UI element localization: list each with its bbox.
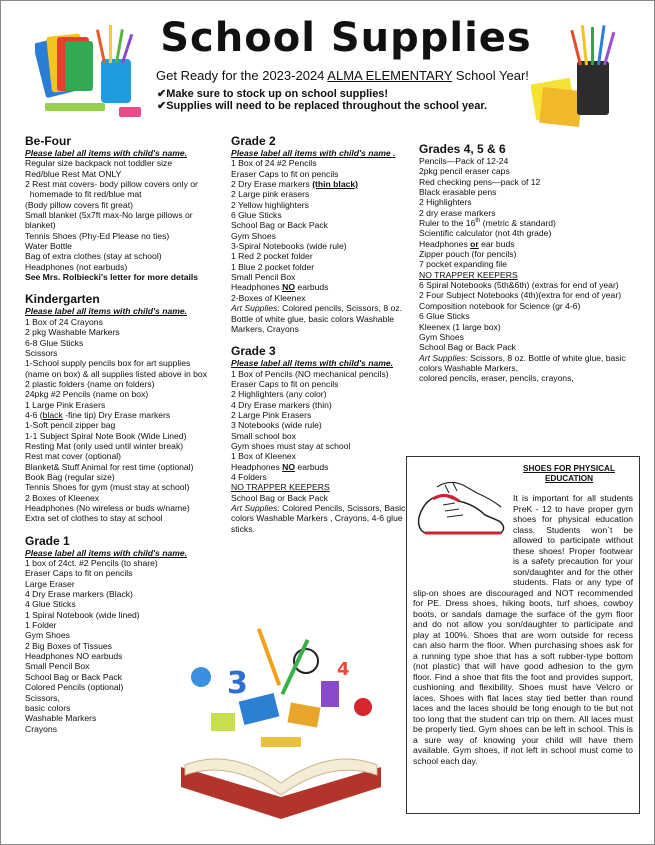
note-replace: ✔Supplies will need to be replaced throughout the school year. <box>157 100 488 112</box>
list-item: School Bag or Back Pack <box>419 342 516 353</box>
list-item: Resting Mat (only used until winter break) <box>25 440 184 451</box>
list-item: Ruler to the 16th (metric & standard) <box>419 218 556 229</box>
list-item: 3 Notebooks (wide rule) <box>231 420 322 431</box>
list-item: 1 box of 24ct. #2 Pencils (to share) <box>25 558 158 569</box>
list-item: Extra set of clothes to stay at school <box>25 513 163 524</box>
list-item: Scissors <box>25 347 58 358</box>
list-item: Rest mat cover (optional) <box>25 451 121 462</box>
list-item: Gym Shoes <box>231 230 276 241</box>
list-item: 2 Four Subject Notebooks (4th)(extra for end of year) <box>419 290 622 301</box>
list-item: 7 pocket expanding file <box>419 259 507 270</box>
list-item: Eraser Caps to fit on pencils <box>231 378 339 389</box>
list-item: 6 Spiral Notebooks (5th&6th) (extras for end of year) <box>419 280 619 291</box>
list-item: 4 Folders <box>231 471 267 482</box>
grade456-list <box>419 156 649 384</box>
list-item: 4 Dry Erase markers (Black) <box>25 589 133 600</box>
list-item: Blanket& Stuff Animal for rest time (optional) <box>25 461 194 472</box>
list-item: Black erasable pens <box>419 187 497 198</box>
label-note: Please label all items with child's name. <box>25 547 188 558</box>
column-right <box>419 142 649 384</box>
list-item: Small blanket (5x7ft max-No large pillows or blanket) <box>25 210 193 231</box>
heading-befour: Be-Four <box>25 134 71 148</box>
befour-list <box>25 158 225 282</box>
art-supplies: Art Supplies: Scissors, 8 oz. Bottle of white glue, basic colors Washable Markers, <box>419 352 626 373</box>
not-recommended-emphasis: NOT recommended for PE. <box>413 587 633 608</box>
page-title: School Supplies <box>160 15 532 61</box>
list-item: (name on box) & all supplies listed above in box <box>25 368 208 379</box>
list-item: Composition notebook for Science (gr 4-6) <box>419 300 581 311</box>
list-item: Headphones NO earbuds <box>231 282 329 293</box>
column-middle <box>231 134 406 534</box>
list-item: 1 Box of 24 #2 Pencils <box>231 158 317 169</box>
school-name: ALMA ELEMENTARY <box>327 68 453 83</box>
list-item: 6 Glue Sticks <box>419 311 470 322</box>
list-item: 4-6 (black -fine tip) Dry Erase markers <box>25 409 171 420</box>
list-item: 2pkg pencil eraser caps <box>419 166 510 177</box>
list-item: 2 Yellow highlighters <box>231 199 309 210</box>
pe-shoes-info-box <box>406 456 640 814</box>
list-item: 1 Box of Kleenex <box>231 451 296 462</box>
list-item: 6 Glue Sticks <box>231 210 282 221</box>
heading-grade456: Grades 4, 5 & 6 <box>419 142 506 156</box>
list-item: Zipper pouch (for pencils) <box>419 249 517 260</box>
list-item: 2-Boxes of Kleenex <box>231 292 306 303</box>
list-item: 1-School supply pencils box for art supplies <box>25 358 191 369</box>
list-item: 2 plastic folders (name on folders) <box>25 378 155 389</box>
list-item: Eraser Caps to fit on pencils <box>231 168 339 179</box>
label-note: Please label all items with child's name . <box>231 148 396 158</box>
list-item: Headphones NO earbuds <box>25 651 123 662</box>
list-item: Tennis Shoes (Phy-Ed Please no ties) <box>25 230 170 241</box>
label-note: Please label all items with child's name. <box>25 306 188 317</box>
list-item: Colored Pencils (optional) <box>25 682 124 693</box>
list-item: 24pkg #2 Pencils (name on box) <box>25 389 149 400</box>
list-item: School Bag or Back Pack <box>25 671 122 682</box>
list-item: NO TRAPPER KEEPERS <box>231 482 330 493</box>
list-item: Scissors, <box>25 692 60 703</box>
list-item: Headphones (No wireless or buds w/name) <box>25 503 190 513</box>
heading-grade3: Grade 3 <box>231 344 276 359</box>
list-item: 2 Dry Erase markers (thin black) <box>231 179 359 190</box>
list-item: 1 Box of 24 Crayons <box>25 316 103 327</box>
list-item: 2 Rest mat covers- body pillow covers only or <box>25 179 198 190</box>
svg-text:3: 3 <box>227 666 248 701</box>
list-item: Red checking pens—pack of 12 <box>419 176 541 187</box>
art-supplies: Art Supplies: Colored pencils, Scissors, 8 oz. Bottle of white glue, basic colors Washable Markers, Crayons <box>231 303 403 334</box>
list-item: Book Bag (regular size) <box>25 471 115 482</box>
page-subtitle: Get Ready for the 2023-2024 ALMA ELEMENTARY School Year! <box>156 68 529 83</box>
list-item: 1 Box of Pencils (NO mechanical pencils) <box>231 368 389 379</box>
list-item: basic colors <box>25 702 71 713</box>
list-item: 2 Large pink erasers <box>231 189 310 200</box>
list-item: 1 Red 2 pocket folder <box>231 251 313 262</box>
list-item: Gym shoes must stay at school <box>231 440 351 451</box>
list-item: 2 Highlighters <box>419 197 472 208</box>
list-item: NO TRAPPER KEEPERS <box>419 269 518 280</box>
list-item: 1-1 Subject Spiral Note Book (Wide Lined) <box>25 430 187 441</box>
list-item: 1 Blue 2 pocket folder <box>231 261 315 272</box>
list-item: Bag of extra clothes (stay at school) <box>25 251 162 262</box>
grade2-list <box>231 158 406 334</box>
list-item: 4 Glue Sticks <box>25 599 76 610</box>
list-item: Headphones or ear buds <box>419 238 515 249</box>
list-item: 1 Large Pink Erasers <box>25 399 106 410</box>
list-item: 2 Big Boxes of Tissues <box>25 640 112 651</box>
list-item: Washable Markers <box>25 713 97 724</box>
label-note: Please label all items with child's name. <box>25 148 188 158</box>
list-item: Eraser Caps to fit on pencils <box>25 568 133 579</box>
list-item: 4 Dry Erase markers (thin) <box>231 399 332 410</box>
open-book-illustration-icon <box>171 597 391 837</box>
list-item: 2 pkg Washable Markers <box>25 327 120 338</box>
list-item: Small Pencil Box <box>25 661 90 672</box>
list-item: 3-Spiral Notebooks (wide rule) <box>231 241 347 252</box>
list-item: 2 dry erase markers <box>419 207 496 218</box>
svg-text:4: 4 <box>337 659 350 680</box>
list-item: homemade to fit red/blue mat <box>25 189 142 200</box>
heading-kindergarten: Kindergarten <box>25 292 100 307</box>
list-item: Regular size backpack not toddler size <box>25 158 173 169</box>
shoes-heading: SHOES FOR PHYSICAL EDUCATION <box>523 464 615 483</box>
list-item: Headphones NO earbuds <box>231 461 329 472</box>
list-item: Gym Shoes <box>419 331 464 342</box>
letter-note: See Mrs. Rolbiecki's letter for more details <box>25 272 199 283</box>
note-stock-up: ✔Make sure to stock up on school supplies! <box>157 88 389 100</box>
list-item: School Bag or Back Pack <box>231 220 328 231</box>
grade3-list <box>231 369 406 535</box>
list-item: 2 Boxes of Kleenex <box>25 492 100 503</box>
heading-grade1: Grade 1 <box>25 533 70 548</box>
list-item: Scientific calculator (not 4th grade) <box>419 228 552 239</box>
list-item: 1-Soft pencil zipper bag <box>25 420 116 431</box>
art-supplies-cont: colored pencils, eraser, pencils, crayons, <box>419 373 574 384</box>
list-item: Water Bottle <box>25 241 72 252</box>
list-item: Small school box <box>231 430 296 441</box>
list-item: 2 Large Pink Erasers <box>231 409 312 420</box>
list-item: 1 Spiral Notebook (wide lined) <box>25 609 140 620</box>
shoes-paragraph: It is important for all students PreK - 12 to have proper gym shoes for physical education class. Students won`t be allowed to participate without these shoes! Proper footwear is a safety precaution for your son/daughter and for the other students. Flats or any type of slip-on shoes are discouraged and NOT recommended for PE. Dress shoes, hiking boots, turf shoes, cowboy boots, or sandals damage the surface of the gym floor and do not allow you son/daughter to participate and play at 100%. Shoes that are worn outside for recess can also harm the floor. When purchasing shoes ask for a running type shoe that has a soft rubber-type bottom (not plastic) that will have good adhesion to the gym floor. Find a shoe that fits the foot and provides support, cushioning and flexibility. Shoes must have Velcro or laces. Shoes with flat laces stay tied better than round laces and the laces should be long enough to tie but not too long that the student can trip on them. All laces must be properly tied. Gym shoes can be left in school. This is a sure way of knowing your child will have them available. Gym shoes, if not left in school must come to school each day. <box>413 493 633 766</box>
list-item: 2 Highlighters (any color) <box>231 389 327 400</box>
heading-grade2: Grade 2 <box>231 134 276 148</box>
list-item: Gym Shoes <box>25 630 70 641</box>
kindergarten-list <box>25 317 225 524</box>
art-supplies: Art Supplies: Colored Pencils, Scissors, Basic colors Washable Markers , Crayons, 4-6 glue sticks. <box>231 503 406 534</box>
list-item: Kleenex (1 large box) <box>419 321 501 332</box>
list-item: Large Eraser <box>25 578 75 589</box>
list-item: (Body pillow covers fit great) <box>25 199 133 210</box>
list-item: 1 Folder <box>25 620 57 631</box>
list-item: School Bag or Back Pack <box>231 492 328 503</box>
list-item: Headphones (not earbuds) <box>25 261 128 272</box>
list-item: Small Pencil Box <box>231 272 296 283</box>
list-item: Red/blue Rest Mat ONLY <box>25 168 122 179</box>
list-item: 6-8 Glue Sticks <box>25 337 84 348</box>
list-item: Tennis Shoes for gym (must stay at school) <box>25 482 190 493</box>
label-note: Please label all items with child's name. <box>231 358 394 369</box>
list-item: Pencils—Pack of 12-24 <box>419 156 509 166</box>
list-item: Crayons <box>25 723 57 734</box>
